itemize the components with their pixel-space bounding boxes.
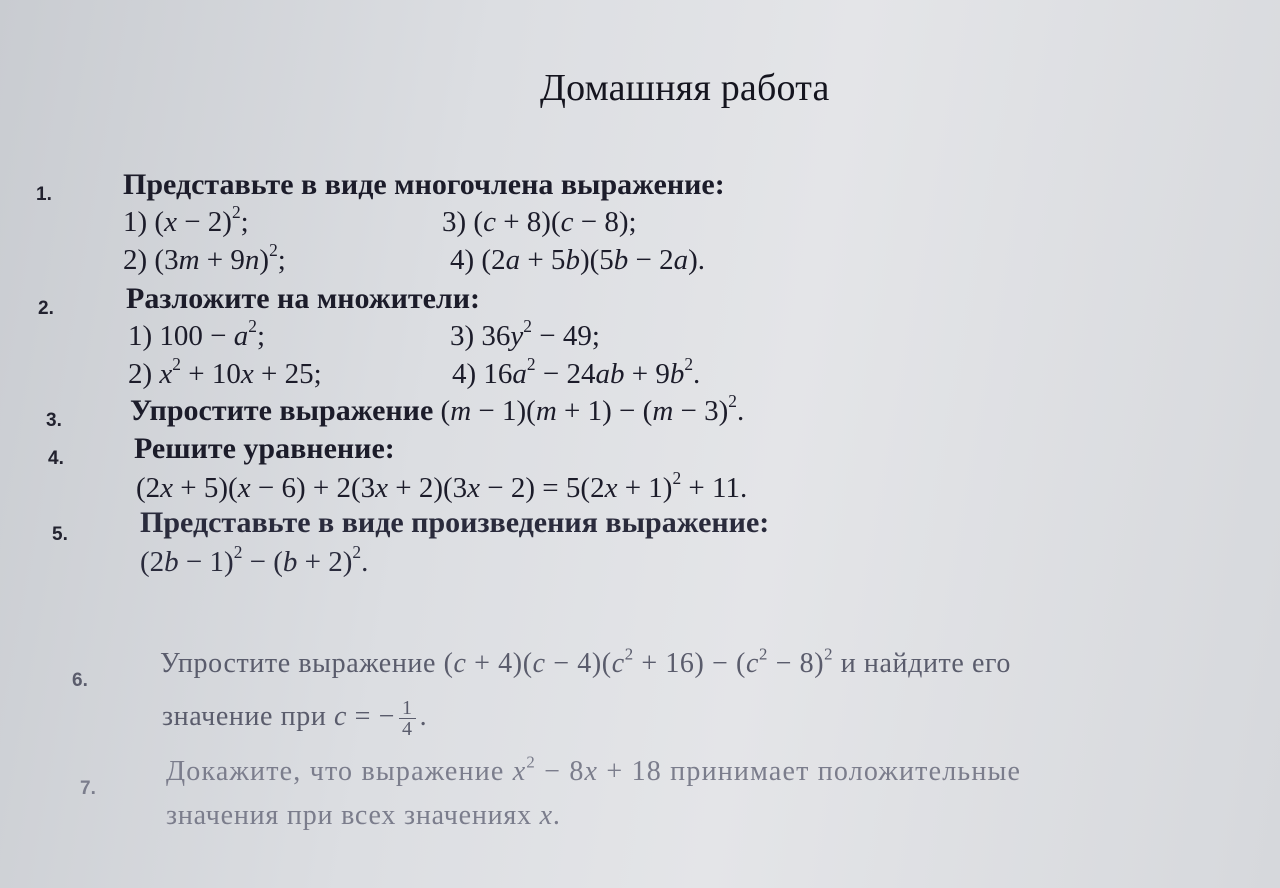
task-3-heading: Упростите выражение (130, 394, 434, 427)
task-1-item-1: 1) $(x - 2)^2$; (123, 201, 249, 238)
task-6-line-2: значение при c = − $\frac{1}{4}$ . (162, 697, 428, 740)
task-1-item-3: 3) (c + 8)(c − 8); (442, 206, 637, 238)
task-2-item-2: 2) $x^2 + 10x + 25$; (128, 353, 322, 390)
task-4-number: 4. (48, 448, 64, 469)
task-3-expression: $(m - 1)(m + 1) - (m - 3)^2$. (433, 390, 745, 427)
task-6-number: 6. (72, 670, 88, 691)
task-7-number: 7. (80, 778, 96, 799)
task-7-line-1: Докажите, что выражение $x^2 - 8x + 18$ принимает положительные (166, 752, 1022, 787)
task-2-number: 2. (38, 298, 54, 319)
task-6-line-1: Упростите выражение $(c + 4)(c - 4)(c^2 + 16) - (c^2 - 8)^2$ и найдите его (160, 644, 1012, 679)
task-2-item-3: 3) $36y^2 - 49$; (450, 315, 600, 352)
task-2-item-4: 4) $16a^2 - 24ab + 9b^2$. (452, 353, 701, 390)
task-1-number: 1. (36, 184, 52, 205)
task-7-line-2: значения при всех значениях x. (166, 800, 561, 831)
page-title: Домашняя работа (540, 67, 830, 109)
task-1-heading: Представьте в виде многочлена выражение: (123, 168, 725, 201)
task-5-expression: $(2b - 1)^2 - (b + 2)^2$. (140, 541, 369, 578)
task-4-heading: Решите уравнение: (134, 432, 395, 465)
task-3-line (130, 390, 745, 428)
task-2-heading: Разложите на множители: (126, 282, 481, 315)
task-2-item-1: 1) $100 - a^2$; (128, 315, 266, 352)
fraction-one-quarter: $\frac{1}{4}$ (399, 698, 416, 739)
task-5-number: 5. (52, 524, 68, 545)
task-1-item-2: 2) $(3m + 9n)^2$; (123, 239, 286, 276)
task-5-heading: Представьте в виде произведения выражение: (140, 506, 770, 539)
task-1-item-4: 4) (2a + 5b)(5b − 2a). (450, 244, 706, 276)
task-4-equation: $(2x + 5)(x - 6) + 2(3x + 2)(3x - 2) = 5(2x + 1)^2 + 11$. (136, 467, 748, 504)
task-3-number: 3. (46, 410, 62, 431)
